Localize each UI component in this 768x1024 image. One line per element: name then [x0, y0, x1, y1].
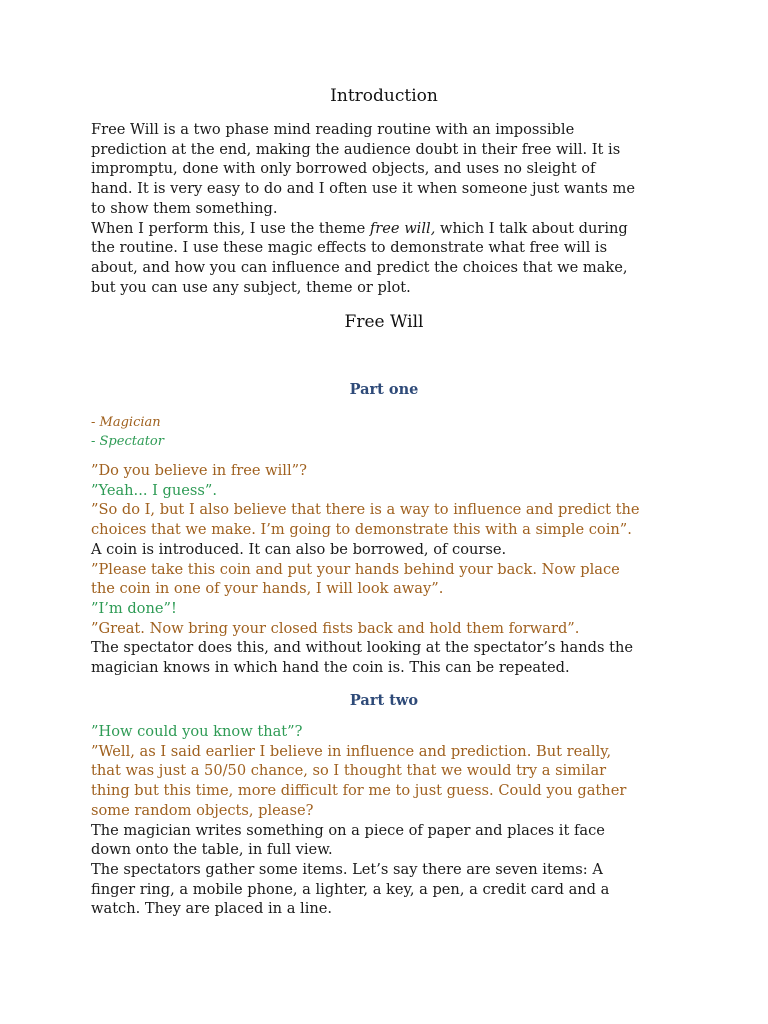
- intro-theme-italic: free will,: [369, 219, 436, 237]
- introduction-heading: Introduction: [330, 86, 438, 106]
- dialogue-line: ”I’m done”!: [91, 599, 177, 617]
- dialogue-line: The spectator does this, and without looking at the spectator’s hands the: [91, 639, 634, 657]
- dialogue-line: that was just a 50/50 chance, so I thought that we would try a similar: [91, 762, 607, 780]
- intro-line: to show them something.: [91, 199, 278, 217]
- dialogue-line: ”Yeah... I guess”.: [91, 481, 217, 499]
- intro-line: prediction at the end, making the audience doubt in their free will. It is: [91, 140, 621, 158]
- intro-line-theme: [91, 219, 691, 239]
- intro-theme-before: When I perform this, I use the theme: [91, 219, 370, 237]
- part-one-body: [91, 461, 691, 678]
- part-two-body: [91, 722, 691, 919]
- dialogue-line: magician knows in which hand the coin is. This can be repeated.: [91, 659, 570, 677]
- dialogue-line: some random objects, please?: [91, 801, 314, 819]
- dialogue-line: ”Please take this coin and put your hands behind your back. Now place: [91, 560, 620, 578]
- dialogue-line: choices that we make. I’m going to demonstrate this with a simple coin”.: [91, 521, 632, 539]
- dialogue-line: ”How could you know that”?: [91, 723, 303, 740]
- introduction-paragraph: [91, 120, 691, 297]
- intro-line: impromptu, done with only borrowed objects, and uses no sleight of: [91, 160, 596, 178]
- intro-theme-after: which I talk about during: [435, 219, 628, 237]
- part-one-heading: Part one: [349, 381, 419, 398]
- free-will-title: Free Will: [344, 312, 424, 332]
- part-two-heading: Part two: [349, 692, 419, 709]
- dialogue-line: ”Great. Now bring your closed fists back and hold them forward”.: [91, 619, 580, 637]
- dialogue-line: The spectators gather some items. Let’s say there are seven items: A: [91, 860, 603, 878]
- role-legend: [91, 413, 491, 451]
- intro-line: the routine. I use these magic effects to demonstrate what free will is: [91, 239, 608, 257]
- role-magician: - Magician: [91, 415, 161, 430]
- intro-line: Free Will is a two phase mind reading routine with an impossible: [91, 121, 575, 138]
- dialogue-line: ”Do you believe in free will”?: [91, 462, 307, 479]
- intro-line: but you can use any subject, theme or plot.: [91, 278, 411, 296]
- dialogue-line: thing but this time, more difficult for me to just guess. Could you gather: [91, 782, 627, 800]
- dialogue-line: the coin in one of your hands, I will look away”.: [91, 580, 444, 598]
- dialogue-line: The magician writes something on a piece of paper and places it face: [91, 821, 605, 839]
- dialogue-line: finger ring, a mobile phone, a lighter, a key, a pen, a credit card and a: [91, 880, 610, 898]
- role-spectator: - Spectator: [91, 434, 164, 449]
- dialogue-line: ”So do I, but I also believe that there is a way to influence and predict the: [91, 501, 640, 519]
- intro-line: hand. It is very easy to do and I often use it when someone just wants me: [91, 180, 635, 198]
- dialogue-line: watch. They are placed in a line.: [91, 900, 333, 918]
- intro-line: about, and how you can influence and predict the choices that we make,: [91, 258, 628, 276]
- dialogue-line: down onto the table, in full view.: [91, 841, 333, 859]
- dialogue-line: A coin is introduced. It can also be borrowed, of course.: [91, 540, 507, 558]
- dialogue-line: ”Well, as I said earlier I believe in influence and prediction. But really,: [91, 742, 612, 760]
